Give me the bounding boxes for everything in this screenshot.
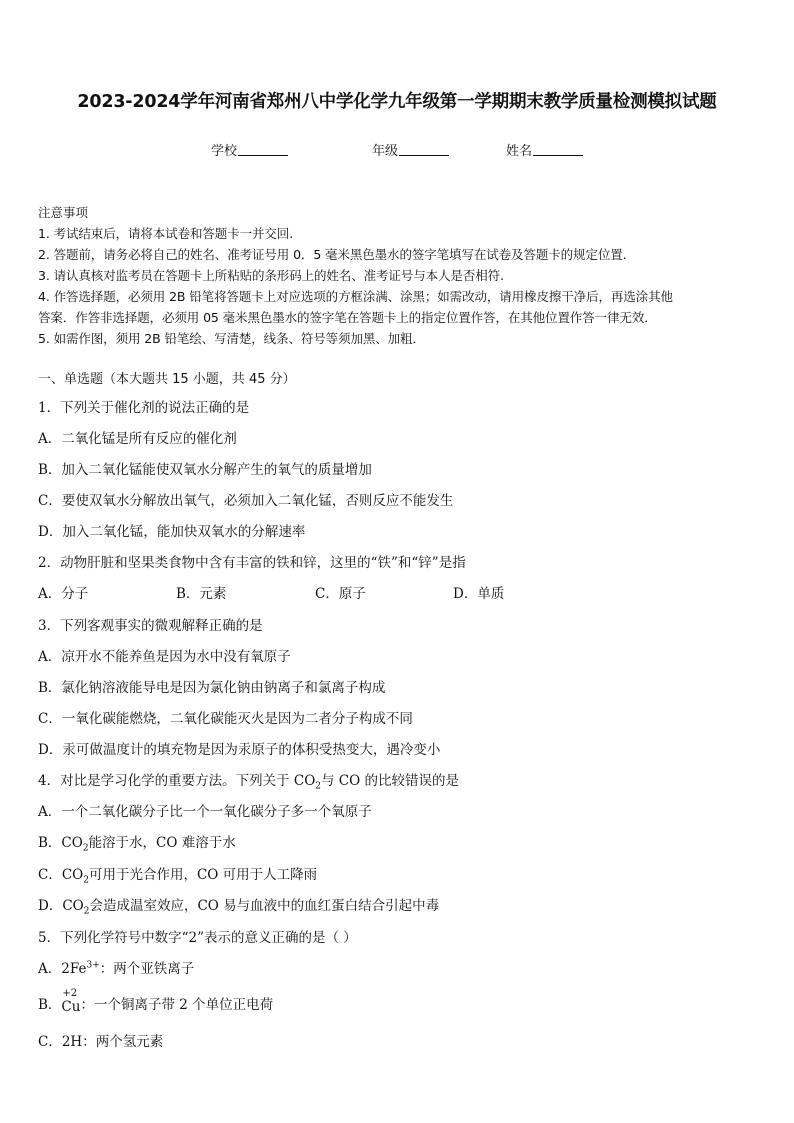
option-text: D．CO — [38, 898, 84, 914]
name-field — [506, 140, 583, 159]
element-symbol: Cu — [61, 999, 81, 1015]
valence-symbol — [61, 988, 81, 1015]
question-4-option-b — [38, 831, 236, 854]
note-item: 4. 作答选择题，必须用 2B 铅笔将答题卡上对应选项的方框涂满、涂黑；如需改动，请用橡皮擦干净后，再选涂其他 — [38, 289, 673, 304]
question-1-stem: 1．下列关于催化剂的说法正确的是 — [38, 400, 250, 416]
grade-blank — [399, 143, 449, 156]
grade-field — [372, 140, 449, 159]
question-3-option-d: D．汞可做温度计的填充物是因为汞原子的体积受热变大，遇冷变小 — [38, 742, 441, 758]
question-1-option-c: C．要使双氧水分解放出氧气，必须加入二氧化锰，否则反应不能发生 — [38, 493, 454, 509]
question-5-stem: 5．下列化学符号中数字“2”表示的意义正确的是（ ） — [38, 930, 357, 946]
subscript: 2 — [315, 781, 322, 792]
question-5-option-c: C．2H：两个氢元素 — [38, 1034, 164, 1050]
superscript: 3+ — [86, 960, 100, 971]
option-text: 会造成温室效应，CO 易与血液中的血红蛋白结合引起中毒 — [89, 898, 440, 914]
subscript: 2 — [83, 875, 89, 886]
question-2-option-d: D．单质 — [453, 586, 505, 602]
section-title: 一、单选题（本大题共 15 小题，共 45 分） — [38, 372, 296, 387]
question-4-option-c — [38, 863, 318, 886]
question-2-option-b: B．元素 — [176, 586, 227, 602]
subscript: 2 — [83, 906, 90, 917]
note-item: 答案．作答非选择题，必须用 05 毫米黑色墨水的签字笔在答题卡上的指定位置作答，在其他位置作答一律无效． — [38, 310, 657, 325]
option-text: B．CO — [38, 835, 83, 851]
valence-mark: +2 — [62, 988, 78, 999]
question-4-stem-text: 4．对比是学习化学的重要方法。下列关于 CO — [38, 773, 316, 789]
student-info-row — [0, 140, 794, 160]
notes-heading: 注意事项 — [38, 205, 89, 220]
question-4-stem-text: 与 CO 的比较错误的是 — [321, 773, 459, 789]
name-blank — [533, 143, 583, 156]
question-2-option-a: A．分子 — [38, 586, 89, 602]
grade-label: 年级 — [372, 144, 399, 159]
question-2-option-c: C．原子 — [315, 586, 366, 602]
option-text: A．2Fe — [38, 961, 87, 977]
question-5-option-a — [38, 957, 194, 977]
question-3-option-b: B．氯化钠溶液能导电是因为氯化钠由钠离子和氯离子构成 — [38, 680, 386, 696]
question-4-option-d — [38, 894, 440, 917]
option-text: 可用于光合作用，CO 可用于人工降雨 — [88, 867, 318, 883]
question-2-stem: 2．动物肝脏和坚果类食物中含有丰富的铁和锌，这里的“铁”和“锌”是指 — [38, 555, 466, 571]
question-1-option-b: B．加入二氧化锰能使双氧水分解产生的氧气的质量增加 — [38, 462, 372, 478]
question-4-option-a: A．一个二氧化碳分子比一个一氧化碳分子多一个氧原子 — [38, 804, 372, 820]
subscript: 2 — [82, 843, 89, 854]
question-3-option-a: A．凉开水不能养鱼是因为水中没有氧原子 — [38, 649, 291, 665]
question-5-option-b — [38, 988, 274, 1015]
question-4-stem — [38, 769, 459, 792]
question-1-option-a: A．二氧化锰是所有反应的催化剂 — [38, 431, 237, 447]
option-text: B． — [38, 997, 62, 1013]
school-field — [211, 140, 288, 159]
option-text: ：两个亚铁离子 — [99, 961, 195, 977]
option-text: 能溶于水，CO 难溶于水 — [88, 835, 236, 851]
question-1-option-d: D．加入二氧化锰，能加快双氧水的分解速率 — [38, 524, 306, 540]
question-3-stem: 3．下列客观事实的微观解释正确的是 — [38, 618, 263, 634]
name-label: 姓名 — [506, 144, 533, 159]
note-item: 5. 如需作图，须用 2B 铅笔绘、写清楚，线条、符号等须加黑、加粗． — [38, 331, 425, 346]
option-text: ：一个铜离子带 2 个单位正电荷 — [80, 997, 274, 1013]
option-text: C．CO — [38, 867, 84, 883]
note-item: 3. 请认真核对监考员在答题卡上所粘贴的条形码上的姓名、准考证号与本人是否相符. — [38, 268, 504, 283]
note-item: 2. 答题前，请务必将自己的姓名、准考证号用 0．5 毫米黑色墨水的签字笔填写在试卷及答题卡的规定位置. — [38, 247, 627, 262]
exam-title: 2023-2024学年河南省郑州八中学化学九年级第一学期期末教学质量检测模拟试题 — [77, 92, 717, 112]
question-3-option-c: C．一氧化碳能燃烧，二氧化碳能灭火是因为二者分子构成不同 — [38, 711, 413, 727]
school-label: 学校 — [211, 144, 238, 159]
school-blank — [238, 143, 288, 156]
note-item: 1. 考试结束后，请将本试卷和答题卡一并交回. — [38, 226, 294, 241]
